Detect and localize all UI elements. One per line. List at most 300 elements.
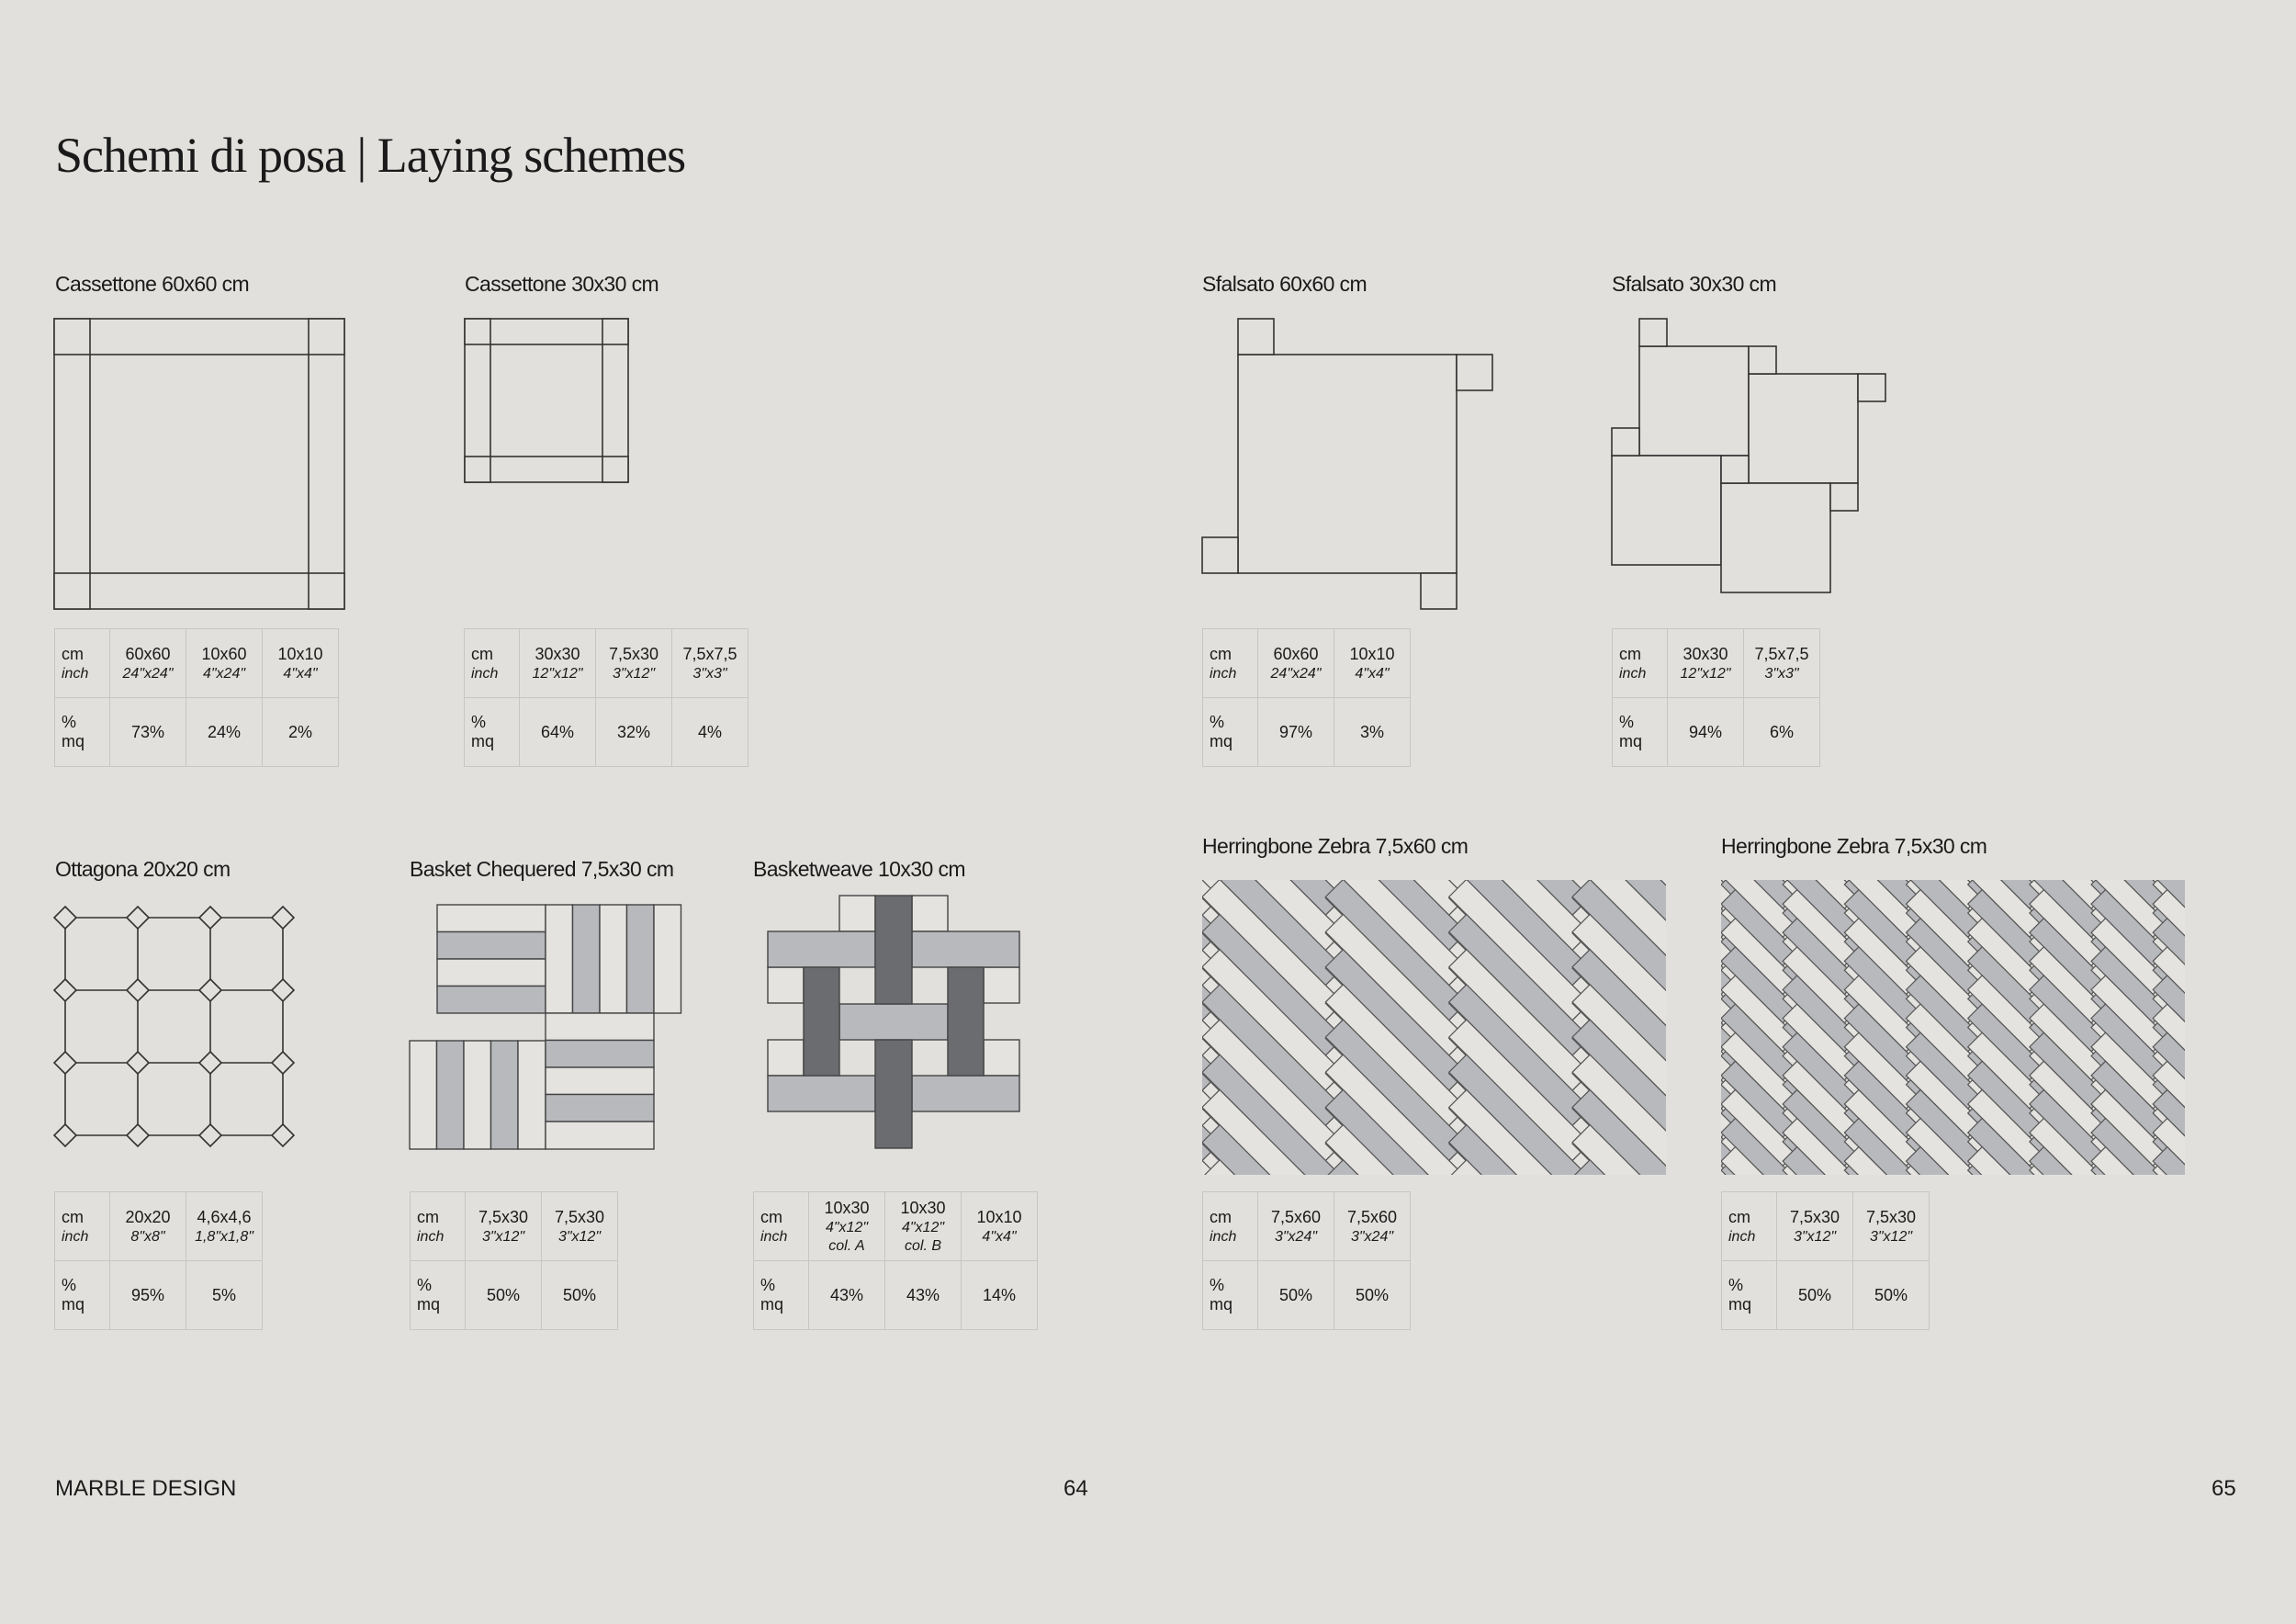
herringbone-tile xyxy=(1783,1461,1859,1538)
herringbone-tile xyxy=(2214,1251,2290,1327)
herringbone-tile xyxy=(2091,1251,2167,1327)
herringbone-tile xyxy=(2153,1595,2229,1624)
herringbone-tile xyxy=(2214,461,2290,537)
scheme-label-herringbone-30: Herringbone Zebra 7,5x30 cm xyxy=(1721,834,1987,858)
herringbone-tile xyxy=(2030,1575,2106,1624)
herringbone-tile xyxy=(1079,0,1220,73)
herringbone-tile xyxy=(1449,1300,1590,1440)
herringbone-tile xyxy=(1572,0,1713,39)
herringbone-tile xyxy=(832,1475,973,1616)
herringbone-tile xyxy=(709,3,850,143)
herringbone-tile xyxy=(1474,661,1550,738)
herringbone-tile xyxy=(2214,861,2290,937)
herringbone-tile xyxy=(955,1617,1096,1624)
herringbone-tile xyxy=(1079,143,1220,284)
herringbone-tile xyxy=(2030,718,2106,795)
herringbone-tile xyxy=(709,1546,850,1624)
herringbone-tile xyxy=(1572,1476,1713,1617)
herringbone-tile xyxy=(1449,142,1590,283)
herringbone-tile xyxy=(832,38,973,178)
herringbone-tile xyxy=(955,423,1096,564)
herringbone-tile xyxy=(2214,566,2290,642)
herringbone-tile xyxy=(2030,394,2106,470)
herringbone-tile xyxy=(2091,623,2167,699)
herringbone-tile xyxy=(1819,73,1960,214)
herringbone-tile xyxy=(2153,1233,2229,1309)
herringbone-tile xyxy=(2153,346,2229,423)
herringbone-tile xyxy=(1907,690,1983,766)
herringbone-tile xyxy=(2214,1309,2290,1385)
herringbone-tile xyxy=(1598,0,1674,70)
herringbone-tile xyxy=(1819,1581,1960,1624)
herringbone-tile xyxy=(2030,108,2106,185)
herringbone-tile xyxy=(1536,1309,1612,1385)
herringbone-tile xyxy=(709,39,850,179)
herringbone-tile xyxy=(832,423,973,564)
herringbone-tile xyxy=(1721,232,1797,309)
herringbone-tile xyxy=(2030,1538,2106,1614)
herringbone-tile xyxy=(2214,518,2290,594)
herringbone-tile xyxy=(2214,118,2290,195)
herringbone-tile xyxy=(1660,1480,1736,1556)
herringbone-tile xyxy=(1598,1538,1674,1614)
herringbone-tile xyxy=(2091,366,2167,442)
herringbone-tile xyxy=(1449,3,1590,143)
herringbone-tile xyxy=(1572,178,1713,319)
herringbone-tile xyxy=(955,1336,1096,1476)
herringbone-tile xyxy=(1783,147,1859,223)
herringbone-tile xyxy=(1968,1480,2044,1556)
herringbone-tile xyxy=(1783,1337,1859,1414)
herringbone-tile xyxy=(1907,461,1983,537)
herringbone-tile xyxy=(1474,1261,1550,1337)
herringbone-tile xyxy=(1844,175,1920,252)
herringbone-tile xyxy=(1907,175,1983,252)
herringbone-tile xyxy=(2214,451,2290,527)
herringbone-tile xyxy=(1536,1251,1612,1327)
herringbone-tile xyxy=(1202,142,1343,283)
herringbone-tile xyxy=(832,0,973,73)
herringbone-tile xyxy=(1598,1518,1674,1595)
herringbone-tile xyxy=(2214,404,2290,480)
herringbone-tile xyxy=(2030,804,2106,880)
herringbone-tile xyxy=(1660,1451,1736,1528)
herringbone-tile xyxy=(1844,1347,1920,1423)
herringbone-tile xyxy=(1536,547,1612,623)
herringbone-tile xyxy=(1572,1300,1713,1440)
herringbone-tile xyxy=(1536,1480,1612,1556)
herringbone-tile xyxy=(2153,661,2229,738)
herringbone-tile xyxy=(709,142,850,283)
herringbone-tile xyxy=(709,1546,850,1624)
herringbone-tile xyxy=(1572,1405,1713,1546)
herringbone-tile xyxy=(1449,1195,1590,1336)
herringbone-tile xyxy=(2153,566,2229,642)
herringbone-tile xyxy=(1721,1423,1797,1499)
herringbone-tile xyxy=(1536,747,1612,823)
herringbone-tile xyxy=(1695,1546,1836,1624)
herringbone-tile xyxy=(1968,680,2044,756)
herringbone-tile xyxy=(1819,73,1960,213)
herringbone-tile xyxy=(1907,1575,1983,1624)
herringbone-tile xyxy=(2030,651,2106,727)
herringbone-tile xyxy=(1695,1511,1836,1624)
herringbone-tile xyxy=(1536,1490,1612,1566)
herringbone-tile xyxy=(709,178,850,319)
herringbone-tile xyxy=(1598,1280,1674,1357)
herringbone-tile xyxy=(1968,1194,2044,1270)
herringbone-tile xyxy=(1202,1582,1343,1624)
herringbone-tile xyxy=(709,1617,850,1624)
herringbone-tile xyxy=(1079,1055,1220,1196)
herringbone-tile xyxy=(1536,222,1612,299)
herringbone-tile xyxy=(1474,1394,1550,1471)
herringbone-tile xyxy=(1660,61,1736,137)
herringbone-tile xyxy=(709,0,850,3)
herringbone-tile xyxy=(2153,80,2229,156)
herringbone-tile xyxy=(709,1616,850,1624)
herringbone-tile xyxy=(832,635,973,775)
herringbone-tile xyxy=(955,389,1096,529)
herringbone-tile xyxy=(1202,0,1343,109)
herringbone-tile xyxy=(1536,718,1612,795)
herringbone-tile xyxy=(2153,1604,2229,1624)
herringbone-tile xyxy=(1968,280,2044,356)
herringbone-tile xyxy=(2153,1176,2229,1252)
herringbone-tile xyxy=(1907,433,1983,509)
herringbone-tile xyxy=(1572,142,1713,283)
herringbone-tile xyxy=(1598,0,1674,51)
herringbone-tile xyxy=(1079,249,1220,389)
herringbone-tile xyxy=(2091,423,2167,499)
herringbone-tile xyxy=(2153,394,2229,470)
herringbone-tile xyxy=(1819,704,1960,844)
herringbone-tile xyxy=(1079,879,1220,1020)
herringbone-tile xyxy=(709,283,850,423)
herringbone-tile xyxy=(1449,38,1590,178)
herringbone-tile xyxy=(1202,0,1343,108)
herringbone-tile xyxy=(2030,1347,2106,1423)
herringbone-tile xyxy=(1572,1370,1713,1511)
herringbone-tile xyxy=(709,1440,850,1581)
herringbone-tile xyxy=(2153,1194,2229,1270)
herringbone-tile xyxy=(2153,1547,2229,1623)
herringbone-tile xyxy=(1572,108,1713,249)
herringbone-tile xyxy=(1536,80,1612,156)
herringbone-tile xyxy=(1968,1251,2044,1327)
herringbone-tile xyxy=(1598,1261,1674,1337)
herringbone-tile xyxy=(2153,479,2229,556)
herringbone-tile xyxy=(1819,38,1960,178)
herringbone-tile xyxy=(1474,1251,1550,1327)
herringbone-tile xyxy=(955,1511,1096,1624)
herringbone-tile xyxy=(2214,1538,2290,1614)
herringbone-tile xyxy=(709,774,850,915)
herringbone-tile xyxy=(1968,80,2044,156)
herringbone-tile xyxy=(1598,1490,1674,1566)
herringbone-tile xyxy=(2214,1508,2290,1585)
herringbone-tile xyxy=(2153,509,2229,585)
herringbone-tile xyxy=(1325,108,1466,249)
herringbone-tile xyxy=(1079,389,1220,529)
herringbone-tile xyxy=(2030,633,2106,709)
herringbone-tile xyxy=(1598,1366,1674,1442)
herringbone-tile xyxy=(1968,1433,2044,1509)
herringbone-tile xyxy=(1907,309,1983,385)
herringbone-tile xyxy=(2214,537,2290,614)
herringbone-tile xyxy=(1536,479,1612,556)
herringbone-tile xyxy=(1598,1566,1674,1624)
herringbone-tile xyxy=(1660,4,1736,80)
octagon-insert-tile xyxy=(272,907,294,929)
herringbone-tile xyxy=(1449,634,1590,774)
herringbone-tile xyxy=(1598,1194,1674,1270)
herringbone-tile xyxy=(1079,985,1220,1125)
herringbone-tile xyxy=(2214,1347,2290,1423)
herringbone-tile xyxy=(1079,284,1220,424)
herringbone-tile xyxy=(1598,1480,1674,1556)
herringbone-tile xyxy=(1325,1441,1466,1582)
herringbone-tile xyxy=(1660,1566,1736,1624)
herringbone-tile xyxy=(1844,108,1920,185)
herringbone-tile xyxy=(2214,309,2290,385)
herringbone-tile xyxy=(2091,603,2167,680)
herringbone-tile xyxy=(2214,1595,2290,1624)
herringbone-tile xyxy=(955,1511,1096,1624)
herringbone-tile xyxy=(955,178,1096,319)
herringbone-tile xyxy=(1079,529,1220,670)
herringbone-tile xyxy=(1474,0,1550,23)
herringbone-tile xyxy=(1844,1480,1920,1556)
herringbone-tile xyxy=(955,0,1096,108)
herringbone-tile xyxy=(1202,1617,1343,1624)
herringbone-tile xyxy=(1536,461,1612,537)
herringbone-tile xyxy=(1695,1406,1836,1547)
herringbone-tile xyxy=(2030,1433,2106,1509)
herringbone-tile xyxy=(2030,461,2106,537)
herringbone-tile xyxy=(955,39,1096,179)
herringbone-tile xyxy=(1536,175,1612,252)
herringbone-tile xyxy=(1783,1538,1859,1614)
herringbone-tile xyxy=(2030,1404,2106,1481)
herringbone-tile xyxy=(1474,623,1550,699)
herringbone-tile xyxy=(2091,566,2167,642)
herringbone-tile xyxy=(1968,1261,2044,1337)
herringbone-tile xyxy=(1968,1176,2044,1252)
herringbone-tile xyxy=(1079,1336,1220,1476)
herringbone-tile xyxy=(1572,178,1713,319)
herringbone-tile xyxy=(1721,89,1797,165)
herringbone-tile xyxy=(709,1511,850,1624)
herringbone-tile xyxy=(1819,669,1960,809)
herringbone-tile xyxy=(1598,1461,1674,1538)
herringbone-tile xyxy=(1968,490,2044,566)
herringbone-tile xyxy=(1695,108,1836,249)
herringbone-tile xyxy=(2030,0,2106,51)
herringbone-tile xyxy=(1783,252,1859,328)
herringbone-tile xyxy=(832,1476,973,1617)
herringbone-tile xyxy=(1721,1518,1797,1595)
herringbone-tile xyxy=(1844,1394,1920,1471)
herringbone-tile xyxy=(1449,1266,1590,1406)
herringbone-tile xyxy=(1079,283,1220,423)
herringbone-tile xyxy=(1536,147,1612,223)
herringbone-tile xyxy=(1202,178,1343,319)
herringbone-tile xyxy=(1968,32,2044,108)
herringbone-tile xyxy=(1202,1616,1343,1624)
herringbone-tile xyxy=(1598,80,1674,156)
herringbone-tile xyxy=(1536,1194,1612,1270)
octagon-insert-tile xyxy=(127,1124,149,1146)
herringbone-tile xyxy=(1536,194,1612,270)
herringbone-tile xyxy=(832,670,973,810)
herringbone-tile xyxy=(1844,1461,1920,1538)
herringbone-tile xyxy=(2153,1147,2229,1224)
herringbone-tile xyxy=(1079,1054,1220,1195)
herringbone-tile xyxy=(709,178,850,319)
herringbone-tile xyxy=(1695,0,1836,3)
herringbone-tile xyxy=(2214,490,2290,566)
herringbone-tile xyxy=(2214,1261,2290,1337)
herringbone-tile xyxy=(1695,73,1836,213)
herringbone-tile xyxy=(832,1336,973,1476)
herringbone-tile xyxy=(2091,575,2167,651)
herringbone-tile xyxy=(1907,137,1983,213)
herringbone-tile xyxy=(2214,623,2290,699)
herringbone-tile xyxy=(1721,1376,1797,1452)
herringbone-tile xyxy=(1968,222,2044,299)
herringbone-tile xyxy=(1660,175,1736,252)
herringbone-tile xyxy=(1079,1546,1220,1624)
herringbone-tile xyxy=(1536,394,1612,470)
herringbone-tile xyxy=(1819,178,1960,319)
herringbone-tile xyxy=(832,704,973,844)
herringbone-tile xyxy=(1474,1194,1550,1270)
herringbone-tile xyxy=(1572,1546,1713,1624)
herringbone-tile xyxy=(1968,309,2044,385)
herringbone-tile xyxy=(1660,766,1736,842)
herringbone-tile xyxy=(1572,73,1713,213)
herringbone-tile xyxy=(832,107,973,248)
herringbone-tile xyxy=(1572,1511,1713,1624)
herringbone-tile xyxy=(1325,1336,1466,1476)
herringbone-tile xyxy=(1907,451,1983,527)
herringbone-tile xyxy=(1536,1376,1612,1452)
herringbone-tile xyxy=(1783,1595,1859,1624)
herringbone-tile xyxy=(955,73,1096,214)
herringbone-tile xyxy=(2153,0,2229,51)
herringbone-tile xyxy=(1536,4,1612,80)
herringbone-tile xyxy=(1695,178,1836,319)
herringbone-tile xyxy=(2091,318,2167,394)
herringbone-tile xyxy=(1695,3,1836,143)
herringbone-tile xyxy=(1907,1566,1983,1624)
herringbone-tile xyxy=(1968,61,2044,137)
herringbone-tile xyxy=(1968,537,2044,614)
herringbone-tile xyxy=(709,143,850,284)
spec-table-cassettone-60: cm inch 60x60 24"x24" 10x60 4"x24" 10x10 4"x4" % mq 73% 24% 2% xyxy=(54,628,339,767)
herringbone-tile xyxy=(832,1440,973,1581)
herringbone-tile xyxy=(1536,0,1612,51)
herringbone-tile xyxy=(1598,804,1674,880)
herringbone-tile xyxy=(2214,366,2290,442)
herringbone-tile xyxy=(2091,1508,2167,1585)
herringbone-tile xyxy=(1598,1223,1674,1299)
herringbone-tile xyxy=(1449,1301,1590,1441)
herringbone-tile xyxy=(1536,32,1612,108)
herringbone-tile xyxy=(1202,108,1343,249)
herringbone-tile xyxy=(1968,1166,2044,1242)
herringbone-tile xyxy=(2214,175,2290,252)
herringbone-tile xyxy=(2091,1433,2167,1509)
herringbone-tile xyxy=(2214,718,2290,795)
herringbone-tile xyxy=(1907,1394,1983,1471)
herringbone-tile xyxy=(2214,1089,2290,1166)
herringbone-tile xyxy=(1598,61,1674,137)
herringbone-tile xyxy=(1783,61,1859,137)
herringbone-tile xyxy=(1660,51,1736,128)
herringbone-tile xyxy=(1325,1546,1466,1624)
herringbone-tile xyxy=(1844,718,1920,795)
herringbone-tile xyxy=(1079,915,1220,1055)
herringbone-tile xyxy=(1783,1490,1859,1566)
herringbone-tile xyxy=(832,39,973,179)
herringbone-tile xyxy=(1819,1476,1960,1617)
herringbone-tile xyxy=(2214,1061,2290,1137)
herringbone-tile xyxy=(1079,809,1220,950)
herringbone-tile xyxy=(2214,222,2290,299)
scheme-label-cassettone-30: Cassettone 30x30 cm xyxy=(465,272,659,296)
herringbone-tile xyxy=(1474,1595,1550,1624)
herringbone-tile xyxy=(2214,80,2290,156)
herringbone-tile xyxy=(1598,1204,1674,1280)
herringbone-tile xyxy=(832,1617,973,1624)
herringbone-tile xyxy=(2214,575,2290,651)
herringbone-tile xyxy=(2030,309,2106,385)
herringbone-tile xyxy=(1721,0,1797,23)
herringbone-tile xyxy=(2030,222,2106,299)
herringbone-tile xyxy=(1474,1223,1550,1299)
herringbone-tile xyxy=(1907,1490,1983,1566)
herringbone-tile xyxy=(2030,1547,2106,1623)
herringbone-tile xyxy=(1474,1451,1550,1528)
herringbone-tile xyxy=(832,1405,973,1546)
herringbone-tile xyxy=(2030,1394,2106,1471)
herringbone-tile xyxy=(2030,346,2106,423)
herringbone-tile xyxy=(1721,1508,1797,1585)
octagon-insert-tile xyxy=(272,1124,294,1146)
herringbone-tile xyxy=(1844,1575,1920,1624)
herringbone-tile xyxy=(1968,204,2044,280)
herringbone-tile xyxy=(2030,175,2106,252)
herringbone-tile xyxy=(2153,1404,2229,1481)
herringbone-tile xyxy=(832,354,973,494)
herringbone-tile xyxy=(1721,51,1797,128)
herringbone-tile xyxy=(1695,1582,1836,1624)
herringbone-tile xyxy=(1844,1604,1920,1624)
herringbone-tile xyxy=(1907,1404,1983,1481)
herringbone-tile xyxy=(1968,661,2044,738)
herringbone-tile xyxy=(1721,1595,1797,1624)
herringbone-tile xyxy=(2030,1423,2106,1499)
herringbone-tile xyxy=(2030,1451,2106,1528)
herringbone-tile xyxy=(1572,1265,1713,1405)
herringbone-tile xyxy=(1907,4,1983,80)
herringbone-tile xyxy=(709,214,850,355)
herringbone-tile xyxy=(955,564,1096,705)
herringbone-tile xyxy=(709,494,850,635)
herringbone-tile xyxy=(1968,1423,2044,1499)
